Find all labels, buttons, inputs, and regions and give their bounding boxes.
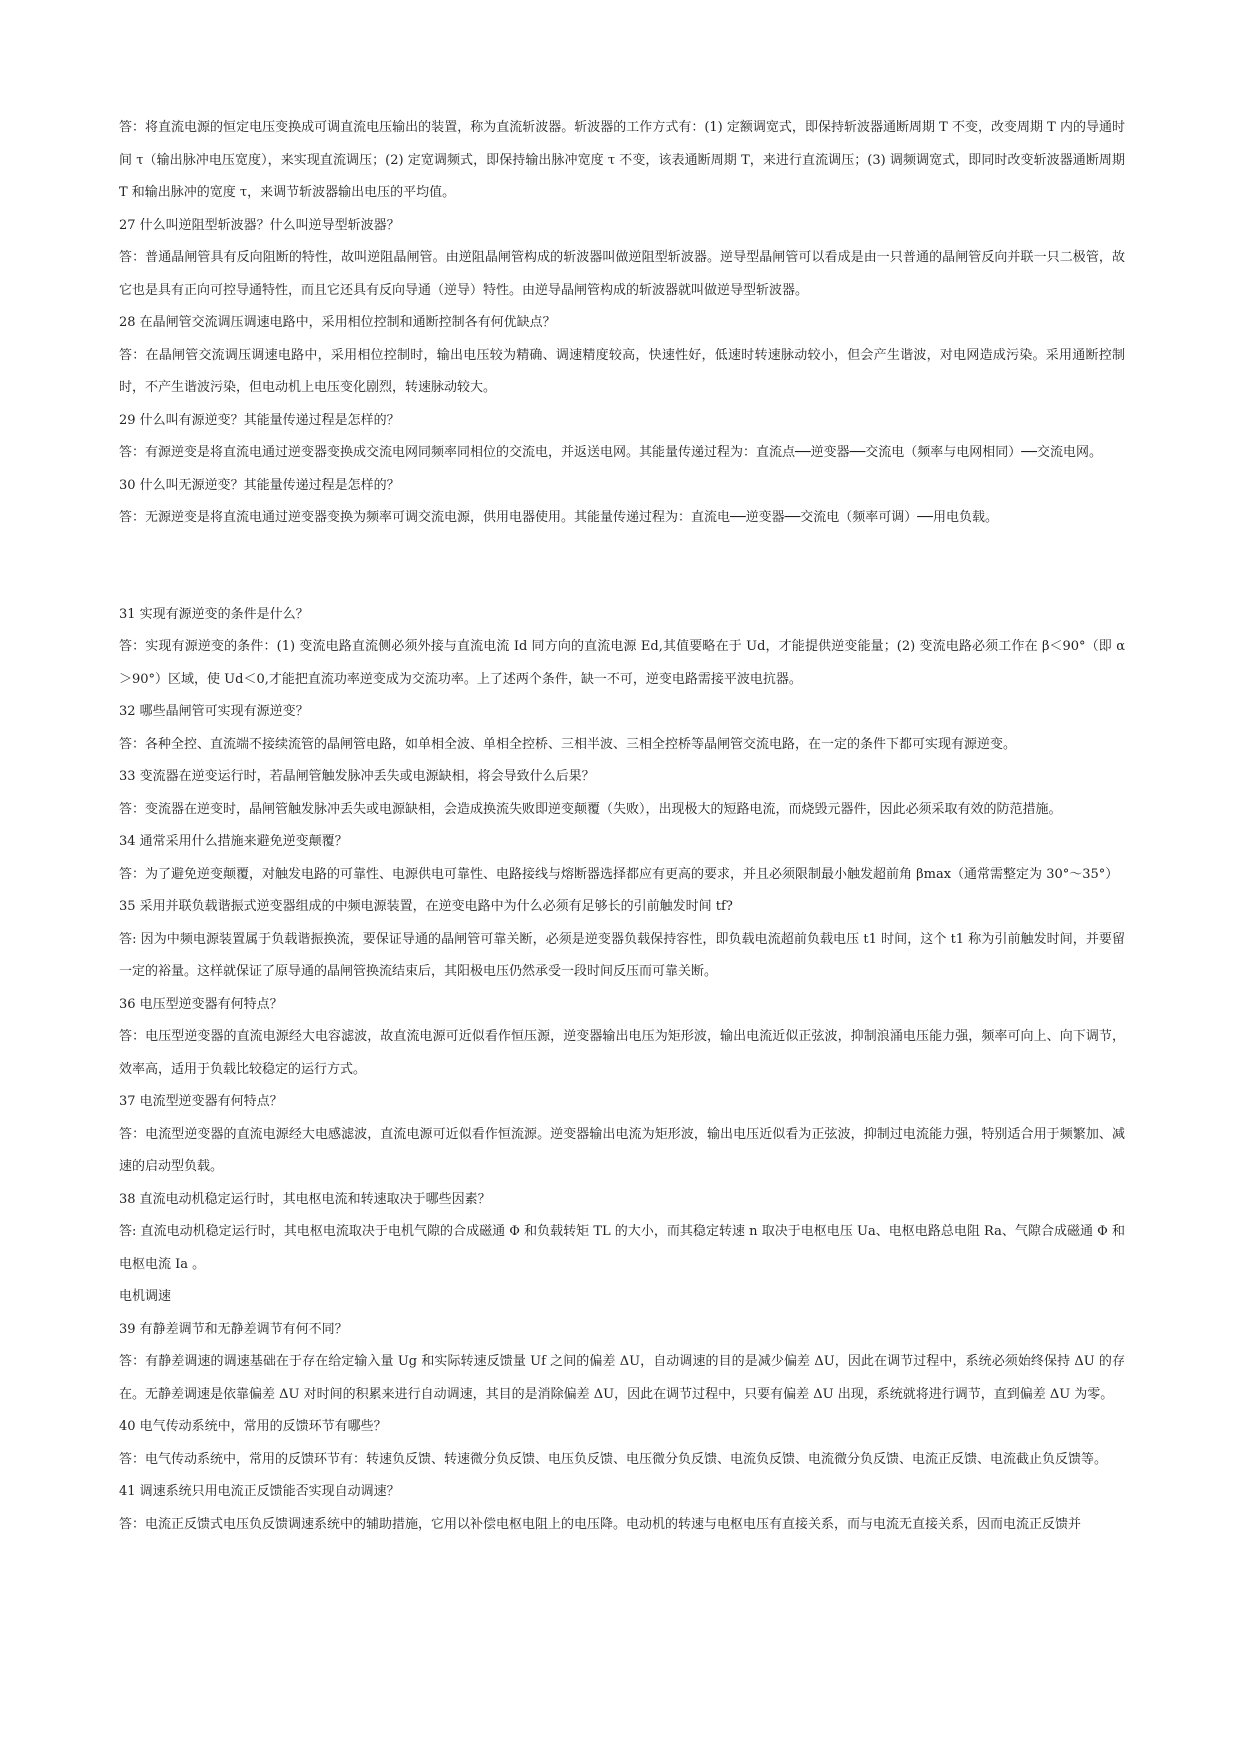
answer-paragraph: 答: 因为中频电源装置属于负载谐振换流，要保证导通的晶闸管可靠关断，必须是逆变器负载保持容性，即负载电流超前负载电压 t1 时间，这个 t1 称为引前触发时间，并要留一定的裕量。这样就保证了原导通的晶闸管换流结束后，其阳极电压仍然承受一段时间反压而可靠关断。 [119,931,1125,979]
question-line: 38 直流电动机稳定运行时，其电枢电流和转速取决于哪些因素？ [119,1191,491,1207]
answer-paragraph: 答: 直流电动机稳定运行时，其电枢电流取决于电机气隙的合成磁通 Φ 和负载转矩 TL 的大小，而其稳定转速 n 取决于电枢电压 Ua、电枢电路总电阻 Ra、气隙合成磁通 Φ 和电枢电流 Ia 。 [119,1224,1125,1272]
answer-paragraph: 答：有源逆变是将直流电通过逆变器变换成交流电网同频率同相位的交流电，并返送电网。其能量传递过程为：直流点──逆变器──交流电（频率与电网相同）──交流电网。 [119,445,1102,460]
answer-paragraph: 答：普通晶闸管具有反向阻断的特性，故叫逆阻晶闸管。由逆阻晶闸管构成的斩波器叫做逆阻型斩波器。逆导型晶闸管可以看成是由一只普通的晶闸管反向并联一只二极管，故它也是具有正向可控导通特性，而且它还具有反向导通（逆导）特性。由逆导晶闸管构成的斩波器就叫做逆导型斩波器。 [119,250,1125,298]
question-line: 32 哪些晶闸管可实现有源逆变？ [119,704,309,719]
question-line: 39 有静差调节和无静差调节有何不同？ [119,1321,348,1337]
blank-line [119,551,1125,583]
document-body [119,112,1125,1541]
question-line: 30 什么叫无源逆变？其能量传递过程是怎样的？ [119,477,400,493]
answer-paragraph: 答：有静差调速的调速基础在于存在给定输入量 Ug 和实际转速反馈量 Uf 之间的偏差 ΔU，自动调速的目的是减少偏差 ΔU，因此在调节过程中，系统必须始终保持 ΔU 的存在。无静差调速是依靠偏差 ΔU 对时间的积累来进行自动调速，其目的是消除偏差 ΔU，因此在调节过程中，只要有偏差 ΔU 出现，系统就将进行调节，直到偏差 ΔU 为零。 [119,1354,1125,1402]
answer-paragraph: 答：变流器在逆变时，晶闸管触发脉冲丢失或电源缺相，会造成换流失败即逆变颠覆（失败），出现极大的短路电流，而烧毁元器件，因此必须采取有效的防范措施。 [119,801,1062,817]
question-line: 28 在晶闸管交流调压调速电路中，采用相位控制和通断控制各有何优缺点？ [119,315,556,330]
question-line: 电机调速 [119,1289,172,1304]
answer-paragraph: 答：将直流电源的恒定电压变换成可调直流电压输出的装置，称为直流斩波器。斩波器的工作方式有：(1) 定额调宽式，即保持斩波器通断周期 T 不变，改变周期 T 内的导通时间 τ（输出脉冲电压宽度），来实现直流调压；(2) 定宽调频式，即保持输出脉冲宽度 τ 不变，该表通断周期 T，来进行直流调压；(3) 调频调宽式，即同时改变斩波器通断周期 T 和输出脉冲的宽度 τ，来调节斩波器输出电压的平均值。 [119,120,1125,200]
answer-paragraph: 答：各种全控、直流端不接续流管的晶闸管电路，如单相全波、单相全控桥、三相半波、三相全控桥等晶闸管交流电路，在一定的条件下都可实现有源逆变。 [119,736,1017,752]
question-line: 40 电气传动系统中，常用的反馈环节有哪些？ [119,1419,387,1434]
question-line: 33 变流器在逆变运行时，若晶闸管触发脉冲丢失或电源缺相，将会导致什么后果？ [119,769,595,784]
question-line: 31 实现有源逆变的条件是什么？ [119,606,309,622]
answer-paragraph: 答：实现有源逆变的条件：(1) 变流电路直流侧必须外接与直流电流 Id 同方向的直流电源 Ed,其值要略在于 Ud，才能提供逆变能量；(2) 变流电路必须工作在 β＜90°（即 α＞90°）区域，使 Ud＜0,才能把直流功率逆变成为交流功率。上了述两个条件，缺一不可，逆变电路需接平波电抗器。 [119,639,1125,687]
question-line: 35 采用并联负载谐振式逆变器组成的中频电源装置，在逆变电路中为什么必须有足够长的引前触发时间 tf? [119,899,733,914]
question-line: 34 通常采用什么措施来避免逆变颠覆？ [119,834,348,849]
answer-paragraph: 答：电流正反馈式电压负反馈调速系统中的辅助措施，它用以补偿电枢电阻上的电压降。电动机的转速与电枢电压有直接关系，而与电流无直接关系，因而电流正反馈并 [119,1516,1082,1532]
question-line: 41 调速系统只用电流正反馈能否实现自动调速？ [119,1484,400,1499]
question-line: 36 电压型逆变器有何特点？ [119,996,283,1012]
question-line: 29 什么叫有源逆变？其能量传递过程是怎样的？ [119,412,400,428]
answer-paragraph: 答：电气传动系统中，常用的反馈环节有：转速负反馈、转速微分负反馈、电压负反馈、电压微分负反馈、电流负反馈、电流微分负反馈、电流正反馈、电流截止负反馈等。 [119,1451,1108,1467]
question-line: 37 电流型逆变器有何特点？ [119,1094,283,1109]
answer-paragraph: 答：为了避免逆变颠覆，对触发电路的可靠性、电源供电可靠性、电路接线与熔断器选择都应有更高的要求，并且必须限制最小触发超前角 βmax（通常需整定为 30°～35°） [119,866,1119,882]
answer-paragraph: 答：在晶闸管交流调压调速电路中，采用相位控制时，输出电压较为精确、调速精度较高，快速性好，低速时转速脉动较小，但会产生谐波，对电网造成污染。采用通断控制时，不产生谐波污染，但电动机上电压变化剧烈，转速脉动较大。 [119,347,1125,395]
question-line: 27 什么叫逆阻型斩波器？什么叫逆导型斩波器？ [119,217,400,233]
answer-paragraph: 答：电流型逆变器的直流电源经大电感滤波，直流电源可近似看作恒流源。逆变器输出电流为矩形波，输出电压近似看为正弦波，抑制过电流能力强，特别适合用于频繁加、减速的启动型负载。 [119,1126,1125,1174]
answer-paragraph: 答：无源逆变是将直流电通过逆变器变换为频率可调交流电源，供用电器使用。其能量传递过程为：直流电──逆变器──交流电（频率可调）──用电负载。 [119,510,998,525]
answer-paragraph: 答：电压型逆变器的直流电源经大电容滤波，故直流电源可近似看作恒压源，逆变器输出电压为矩形波，输出电流近似正弦波，抑制浪涌电压能力强，频率可向上、向下调节，效率高，适用于负载比较稳定的运行方式。 [119,1029,1125,1077]
